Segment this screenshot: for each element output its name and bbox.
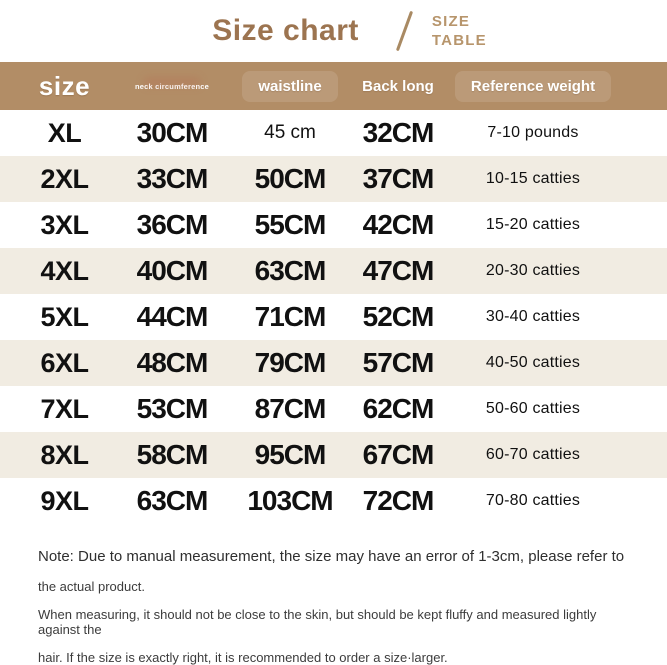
- table-row: [0, 432, 667, 478]
- table-row: [0, 110, 667, 156]
- size-value: 7XL: [40, 393, 89, 424]
- waist-value: 79CM: [254, 347, 326, 378]
- table-row: [0, 156, 667, 202]
- subtitle-line-1: SIZE: [431, 13, 471, 30]
- waist-value: 45 cm: [264, 122, 316, 143]
- page-title: [16, 0, 667, 62]
- neck-value: 44CM: [136, 301, 208, 332]
- notes-section: [0, 524, 667, 665]
- note-line: When measuring, it should not be close to the skin, but should be kept fluffy and measured lightly against the: [38, 607, 597, 637]
- back-value: 67CM: [362, 439, 434, 470]
- waist-value: 95CM: [254, 439, 326, 470]
- weight-value: 50-60 catties: [485, 400, 581, 417]
- size-value: 6XL: [40, 347, 89, 378]
- size-value: 4XL: [40, 255, 89, 286]
- header-reference-weight: [431, 71, 635, 102]
- size-value: 8XL: [40, 439, 89, 470]
- weight-value: 10-15 catties: [485, 170, 581, 187]
- weight-value: 60-70 catties: [485, 446, 581, 463]
- size-value: XL: [47, 117, 82, 148]
- neck-value: 48CM: [136, 347, 208, 378]
- back-value: 52CM: [362, 301, 434, 332]
- neck-value: 63CM: [136, 485, 208, 516]
- neck-value: 40CM: [136, 255, 208, 286]
- weight-value: 15-20 catties: [485, 216, 581, 233]
- note-line: Note: Due to manual measurement, the size may have an error of 1-3cm, please refer to: [38, 548, 625, 565]
- weight-value: 40-50 catties: [485, 354, 581, 371]
- table-header-row: [0, 62, 667, 110]
- table-row: [0, 478, 667, 524]
- header-waistline: [215, 71, 365, 102]
- header-back-long: Back long: [362, 77, 434, 95]
- waist-value: 103CM: [247, 485, 333, 516]
- back-value: 62CM: [362, 393, 434, 424]
- back-value: 42CM: [362, 209, 434, 240]
- neck-value: 53CM: [136, 393, 208, 424]
- slash-divider-icon: [396, 11, 413, 51]
- neck-value: 36CM: [136, 209, 208, 240]
- back-value: 37CM: [362, 163, 434, 194]
- waist-value: 87CM: [254, 393, 326, 424]
- waist-value: 71CM: [254, 301, 326, 332]
- title-main: Size chart: [212, 14, 359, 47]
- title-subtitle: [432, 12, 487, 50]
- size-value: 5XL: [40, 301, 89, 332]
- weight-value: 7-10 pounds: [487, 124, 579, 141]
- weight-value: 30-40 catties: [485, 308, 581, 325]
- waist-value: 63CM: [254, 255, 326, 286]
- waist-value: 50CM: [254, 163, 326, 194]
- size-value: 3XL: [40, 209, 89, 240]
- size-table: [0, 62, 667, 524]
- table-row: [0, 202, 667, 248]
- neck-value: 58CM: [136, 439, 208, 470]
- header-size: size: [38, 70, 91, 101]
- back-value: 32CM: [362, 117, 434, 148]
- size-value: 2XL: [40, 163, 89, 194]
- waist-value: 55CM: [254, 209, 326, 240]
- back-value: 47CM: [362, 255, 434, 286]
- neck-value: 30CM: [136, 117, 208, 148]
- subtitle-line-2: TABLE: [431, 32, 487, 49]
- note-line: hair. If the size is exactly right, it is recommended to order a size·larger.: [38, 650, 448, 665]
- back-value: 57CM: [362, 347, 434, 378]
- table-row: [0, 340, 667, 386]
- header-waistline-label: waistline: [242, 71, 337, 102]
- weight-value: 20-30 catties: [485, 262, 581, 279]
- weight-value: 70-80 catties: [485, 492, 581, 509]
- back-value: 72CM: [362, 485, 434, 516]
- header-reference-weight-label: Reference weight: [455, 71, 611, 102]
- neck-value: 33CM: [136, 163, 208, 194]
- header-neck-circumference: neck circumference: [129, 82, 215, 91]
- size-value: 9XL: [40, 485, 89, 516]
- note-line: the actual product.: [38, 579, 145, 594]
- table-row: [0, 386, 667, 432]
- table-row: [0, 248, 667, 294]
- table-row: [0, 294, 667, 340]
